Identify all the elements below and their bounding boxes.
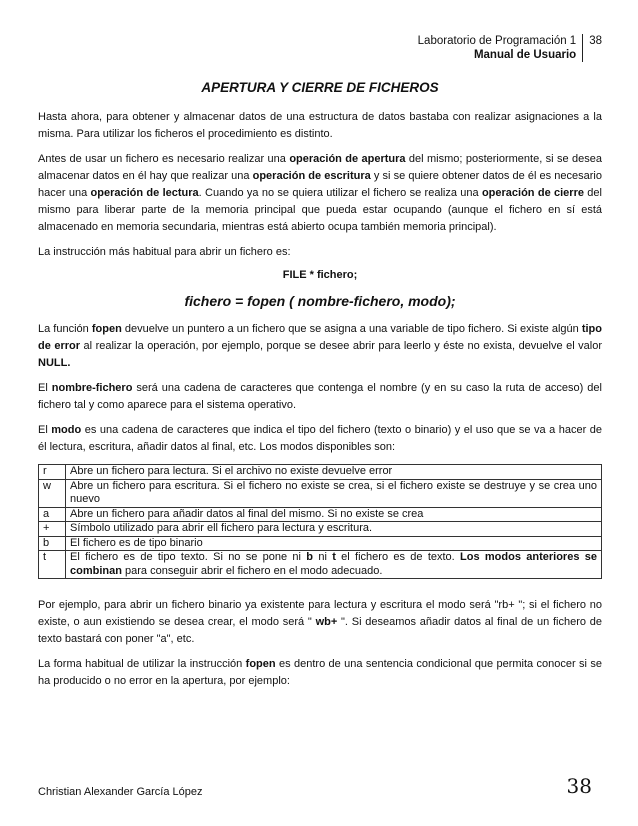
paragraph-instruction: La instrucción más habitual para abrir un fichero es: [38, 246, 291, 258]
mode-description: Abre un fichero para escritura. Si el fichero no existe se crea, si el fichero existe se destruye y se crea uno nuevo [66, 479, 602, 507]
term-tipo-error: tipo de error [38, 323, 602, 352]
table-row [39, 479, 602, 507]
mode-description: Símbolo utilizado para abrir ell fichero para lectura y escritura. [66, 522, 602, 537]
header-subtitle: Manual de Usuario [473, 49, 577, 61]
modes-table [38, 464, 602, 579]
term-null: NULL. [38, 357, 71, 369]
term-nombre-fichero: nombre-fichero [51, 382, 133, 394]
mode-code: + [39, 522, 66, 537]
table-row [39, 522, 602, 537]
mode-code: w [39, 479, 66, 507]
mode-description: Abre un fichero para lectura. Si el archivo no existe devuelve error [66, 465, 602, 480]
paragraph-operations: Antes de usar un fichero es necesario realizar una operación de apertura del mismo; posteriormente, si se desea almacenar datos en él hay que realizar una operación de escritura y si se quiere obtener datos de él es necesario hacer una operación de lectura. Cuando ya no se quiera utilizar el fichero se realiza una operación de cierre del mismo para liberar parte de la memoria principal que pueda estar ocupando (aunque el fichero en sí está almacenado en memoria secundaria, mientras está abierto ocupa también memoria principal). [38, 153, 602, 233]
mode-code: b [39, 536, 66, 551]
term-cierre: operación de cierre [481, 187, 584, 199]
paragraph-fopen: La función fopen devuelve un puntero a un fichero que se asigna a una variable de tipo fichero. Si existe algún tipo de error al realizar la operación, por ejemplo, porque se desee abrir para leerlo y éste no exista, devuelve el valor NULL. [38, 323, 602, 369]
header-course: Laboratorio de Programación 1 [417, 35, 577, 47]
paragraph-example: Por ejemplo, para abrir un fichero binario ya existente para lectura y escritura el modo será "rb+ "; si el fichero no existe, o aun existiendo se desea crear, el modo será " wb+ ". Si deseamos añadir datos al final de un fichero de texto bastará con poner "a", etc. [38, 599, 602, 645]
term-fopen: fopen [91, 323, 122, 335]
page-header [418, 34, 602, 62]
mode-code: a [39, 507, 66, 522]
table-row [39, 551, 602, 579]
term-apertura: operación de apertura [289, 153, 406, 165]
term-lectura: operación de lectura [90, 187, 199, 199]
mode-code: t [39, 551, 66, 579]
mode-description: El fichero es de tipo binario [66, 536, 602, 551]
page-content [38, 80, 602, 698]
header-page-number: 38 [589, 35, 602, 47]
code-declaration: FILE * fichero; [282, 269, 358, 281]
term-fopen-usage: fopen [245, 658, 276, 670]
table-row [39, 507, 602, 522]
header-text [418, 34, 584, 62]
section-title: APERTURA Y CIERRE DE FICHEROS [201, 80, 439, 95]
footer-author: Christian Alexander García López [38, 786, 203, 798]
mode-description: Abre un fichero para añadir datos al final del mismo. Si no existe se crea [66, 507, 602, 522]
code-fopen: fichero = fopen ( nombre-fichero, modo); [184, 293, 456, 309]
paragraph-modo: El modo es una cadena de caracteres que indica el tipo del fichero (texto o binario) y el uso que se va a hacer de él lectura, escritura, añadir datos al final, etc. Los modos disponibles son: [38, 424, 602, 453]
mode-description: El fichero es de tipo texto. Si no se pone ni b ni t el fichero es de texto. Los modos anteriores se combinan para conseguir abrir el fichero en el modo adecuado. [66, 551, 602, 579]
term-escritura: operación de escritura [252, 170, 371, 182]
term-wb-plus: wb+ [315, 616, 338, 628]
table-row [39, 536, 602, 551]
term-modo: modo [51, 424, 82, 436]
paragraph-intro: Hasta ahora, para obtener y almacenar datos de una estructura de datos bastaba con realizar asignaciones a la misma. Para utilizar los ficheros el procedimiento es distinto. [38, 111, 602, 140]
footer-page-number: 38 [566, 774, 592, 798]
paragraph-nombre-fichero: El nombre-fichero será una cadena de caracteres que contenga el nombre (y en su caso la ruta de acceso) del fichero tal y como aparece para el sistema operativo. [38, 382, 602, 411]
mode-code: r [39, 465, 66, 480]
table-row [39, 465, 602, 480]
paragraph-usage: La forma habitual de utilizar la instrucción fopen es dentro de una sentencia condicional que permita conocer si se ha producido o no error en la apertura, por ejemplo: [38, 658, 602, 687]
